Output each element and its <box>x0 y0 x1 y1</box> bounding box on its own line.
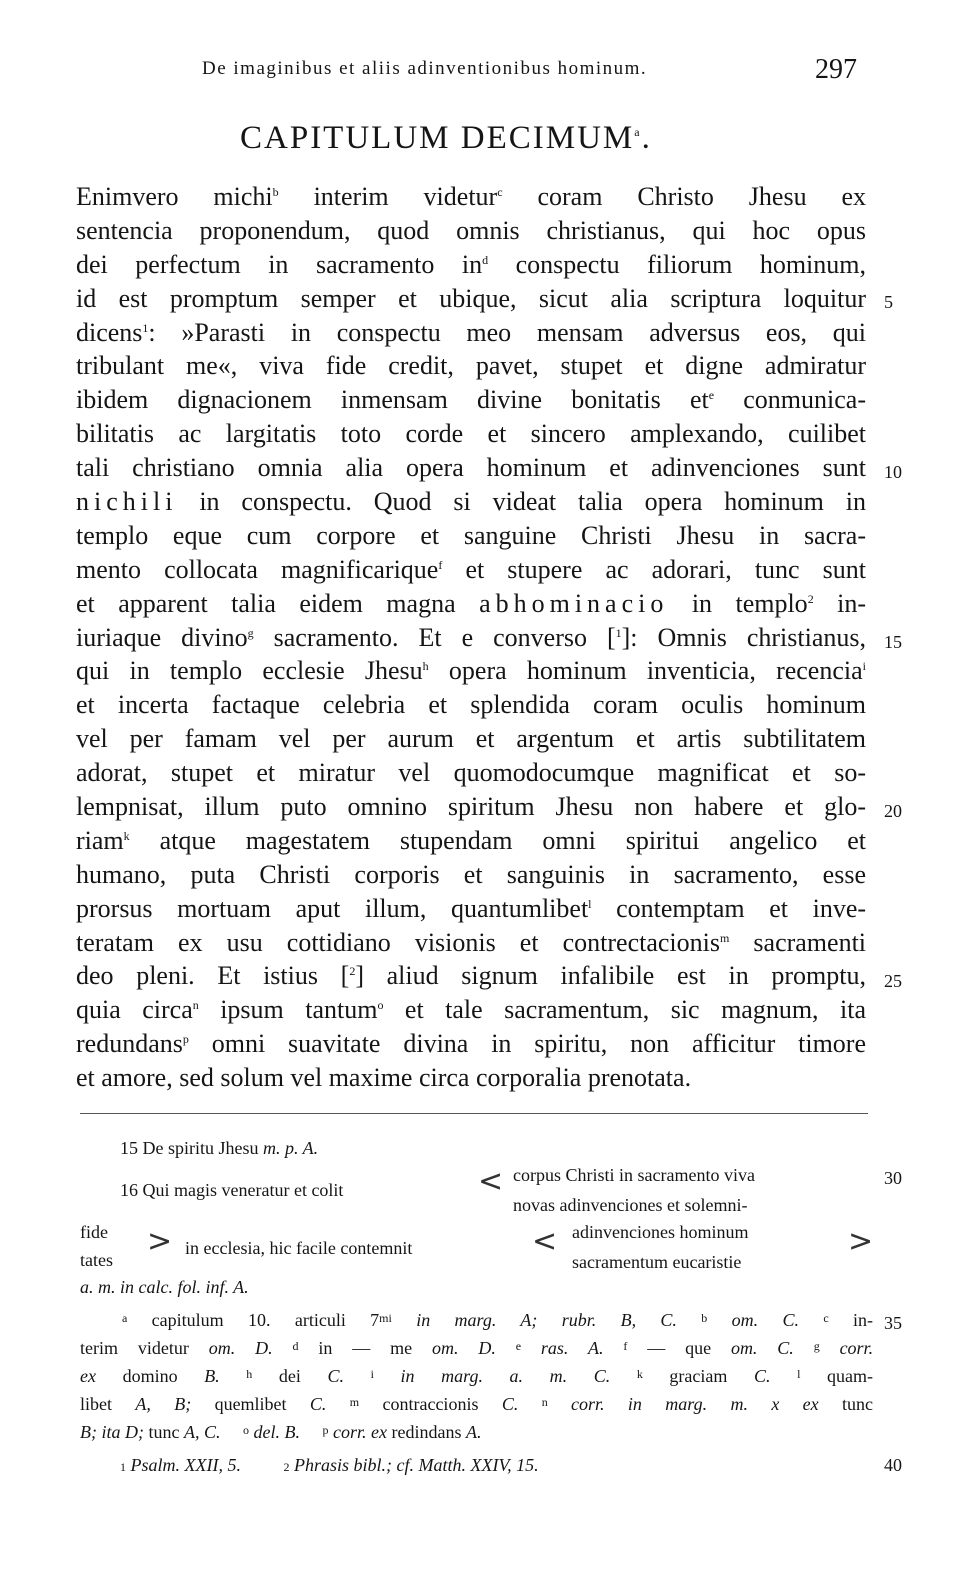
apparatus-entry: corpus Christi in sacramento viva <box>513 1165 755 1185</box>
text-line: riam$^k$ atque magestatem stupendam omni spiritui angelico et <box>76 825 867 855</box>
line-number: 10 <box>884 462 902 482</box>
chapter-title-text: CAPITULUM DECIMUM <box>240 120 635 156</box>
text-line: dei perfectum in sacramento $in^d$ conspectu filiorum hominum, <box>76 249 867 279</box>
text-line: tali christiano omnia alia opera hominum et adinvenciones sunt <box>76 453 866 483</box>
source-footnotes <box>120 1455 577 1476</box>
apparatus-entry: fide <box>80 1222 108 1242</box>
text-line: iuriaque divino$^g$ sacramento. Et e converso [$^1$]: Omnis christianus, <box>76 622 866 652</box>
text-line: prorsus mortuam aput illum, quantumlibet$^l$ contemptam et inve- <box>76 893 867 923</box>
line-number: 20 <box>884 801 902 821</box>
angle-bracket-icon: > <box>147 1224 173 1259</box>
chapter-title: CAPITULUM DECIMUM$^a$. <box>240 120 652 156</box>
angle-bracket-icon: < <box>478 1164 504 1199</box>
text-line: ibidem dignacionem inmensam divine bonitatis $et^e$ conmunica- <box>76 385 866 415</box>
apparatus-entry: novas adinvenciones et solemni- <box>513 1195 748 1215</box>
note-line: libet A, B; quemlibet C. $^m$ contraccionis C. $^n$ corr. in marg. m. x ex tunc <box>80 1394 874 1414</box>
note-line: ex domino B. $^h$ dei C. $^i$ in marg. a. m. C. $^k$ graciam C. $^l$ quam- <box>80 1366 874 1386</box>
page-number: 297 <box>815 54 857 85</box>
text-line: Enimvero michi$^b$ interim videtur$^c$ coram Christo Jhesu ex <box>76 182 867 211</box>
line-number: 35 <box>884 1313 902 1333</box>
note-line: B; ita D; tunc A, C. $^o$ del. B. $^p$ corr. ex redindans A. <box>80 1422 482 1442</box>
text-line: lempnisat, illum puto omnino spiritum Jhesu non habere et glo- <box>76 792 866 822</box>
text-line: redundans$^p$ omni suavitate divina in spiritu, non afficitur timore <box>76 1029 866 1059</box>
text-line: teratam ex usu cottidiano visionis et contrectacionis$^m$ sacramenti <box>76 927 867 957</box>
text-line: deo pleni. Et istius [$^2$] aliud signum infalibile est in promptu, <box>76 961 867 991</box>
footnote-divider <box>80 1113 868 1114</box>
text-line: nichili in conspectu. Quod si videat talia opera hominum in <box>76 487 866 517</box>
note-line: $^a$ capitulum 10. articuli $7^{mi}$ in marg. A; rubr. B, C. $^b$ om. C. $^c$ in- <box>122 1310 873 1330</box>
apparatus-entry: in ecclesia, hic facile contemnit <box>185 1238 413 1258</box>
footnote-2: $^2$ Phrasis bibl.; cf. Matth. XXIV, 15. <box>283 1455 539 1475</box>
text-line: quia circa$^n$ ipsum tantum$^o$ et tale sacramentum, sic magnum, ita <box>76 995 867 1025</box>
apparatus-entry: 15 De spiritu Jhesu m. p. A. <box>120 1138 319 1158</box>
line-number: 25 <box>884 971 902 991</box>
chapter-note-mark: a <box>634 125 642 139</box>
text-line: et apparent talia eidem magna abhominacio in templo$^2$ in- <box>76 588 867 618</box>
line-number: 15 <box>884 632 902 652</box>
text-line: vel per famam vel per aurum et argentum et artis subtilitatem <box>76 724 866 754</box>
text-line: sentencia proponendum, quod omnis christianus, qui hoc opus <box>76 215 866 245</box>
line-number: 30 <box>884 1168 902 1188</box>
text-line: adorat, stupet et miratur vel quomodocumque magnificat et so- <box>76 758 866 788</box>
footnote-1: $^1$ Psalm. XXII, 5. <box>120 1455 241 1475</box>
note-line: terim videtur om. D. $^d$ in — me om. D. $^e$ ras. A. $^f$ — que om. C. $^g$ corr. <box>80 1338 874 1358</box>
text-line: qui in templo ecclesie Jhesu$^h$ opera hominum inventicia, recencia$^i$ <box>76 656 866 686</box>
text-line: et incerta factaque celebria et splendida coram oculis hominum <box>76 690 866 720</box>
apparatus-entry: tates <box>80 1250 113 1270</box>
main-text <box>76 180 866 1095</box>
angle-bracket-icon: < <box>532 1224 558 1259</box>
text-line: humano, puta Christi corporis et sanguinis in sacramento, esse <box>76 859 866 889</box>
apparatus-entry: adinvenciones hominum <box>572 1222 749 1242</box>
angle-bracket-icon: > <box>848 1224 874 1259</box>
text-line: dicens$^1$: »Parasti in conspectu meo mensam adversus eos, qui <box>76 317 866 347</box>
text-line: bilitatis ac largitatis toto corde et sincero amplexando, cuilibet <box>76 419 866 449</box>
apparatus-entry: a. m. in calc. fol. inf. A. <box>80 1277 249 1297</box>
running-header: De imaginibus et aliis adinventionibus hominum. <box>202 58 648 79</box>
text-line: tribulant me«, viva fide credit, pavet, stupet et digne admiratur <box>76 351 866 381</box>
line-number: 40 <box>884 1455 902 1475</box>
critical-notes <box>80 1306 873 1446</box>
text-line: templo eque cum corpore et sanguine Christi Jhesu in sacra- <box>76 520 866 550</box>
text-line: mento collocata magnificarique$^f$ et stupere ac adorari, tunc sunt <box>76 554 867 584</box>
apparatus-entry: 16 Qui magis veneratur et colit <box>120 1180 344 1200</box>
text-line: et amore, sed solum vel maxime circa corporalia prenotata. <box>76 1063 692 1093</box>
apparatus-entry: sacramentum eucaristie <box>572 1252 742 1272</box>
line-number: 5 <box>884 292 893 312</box>
text-line: id est promptum semper et ubique, sicut alia scriptura loquitur <box>76 283 866 313</box>
